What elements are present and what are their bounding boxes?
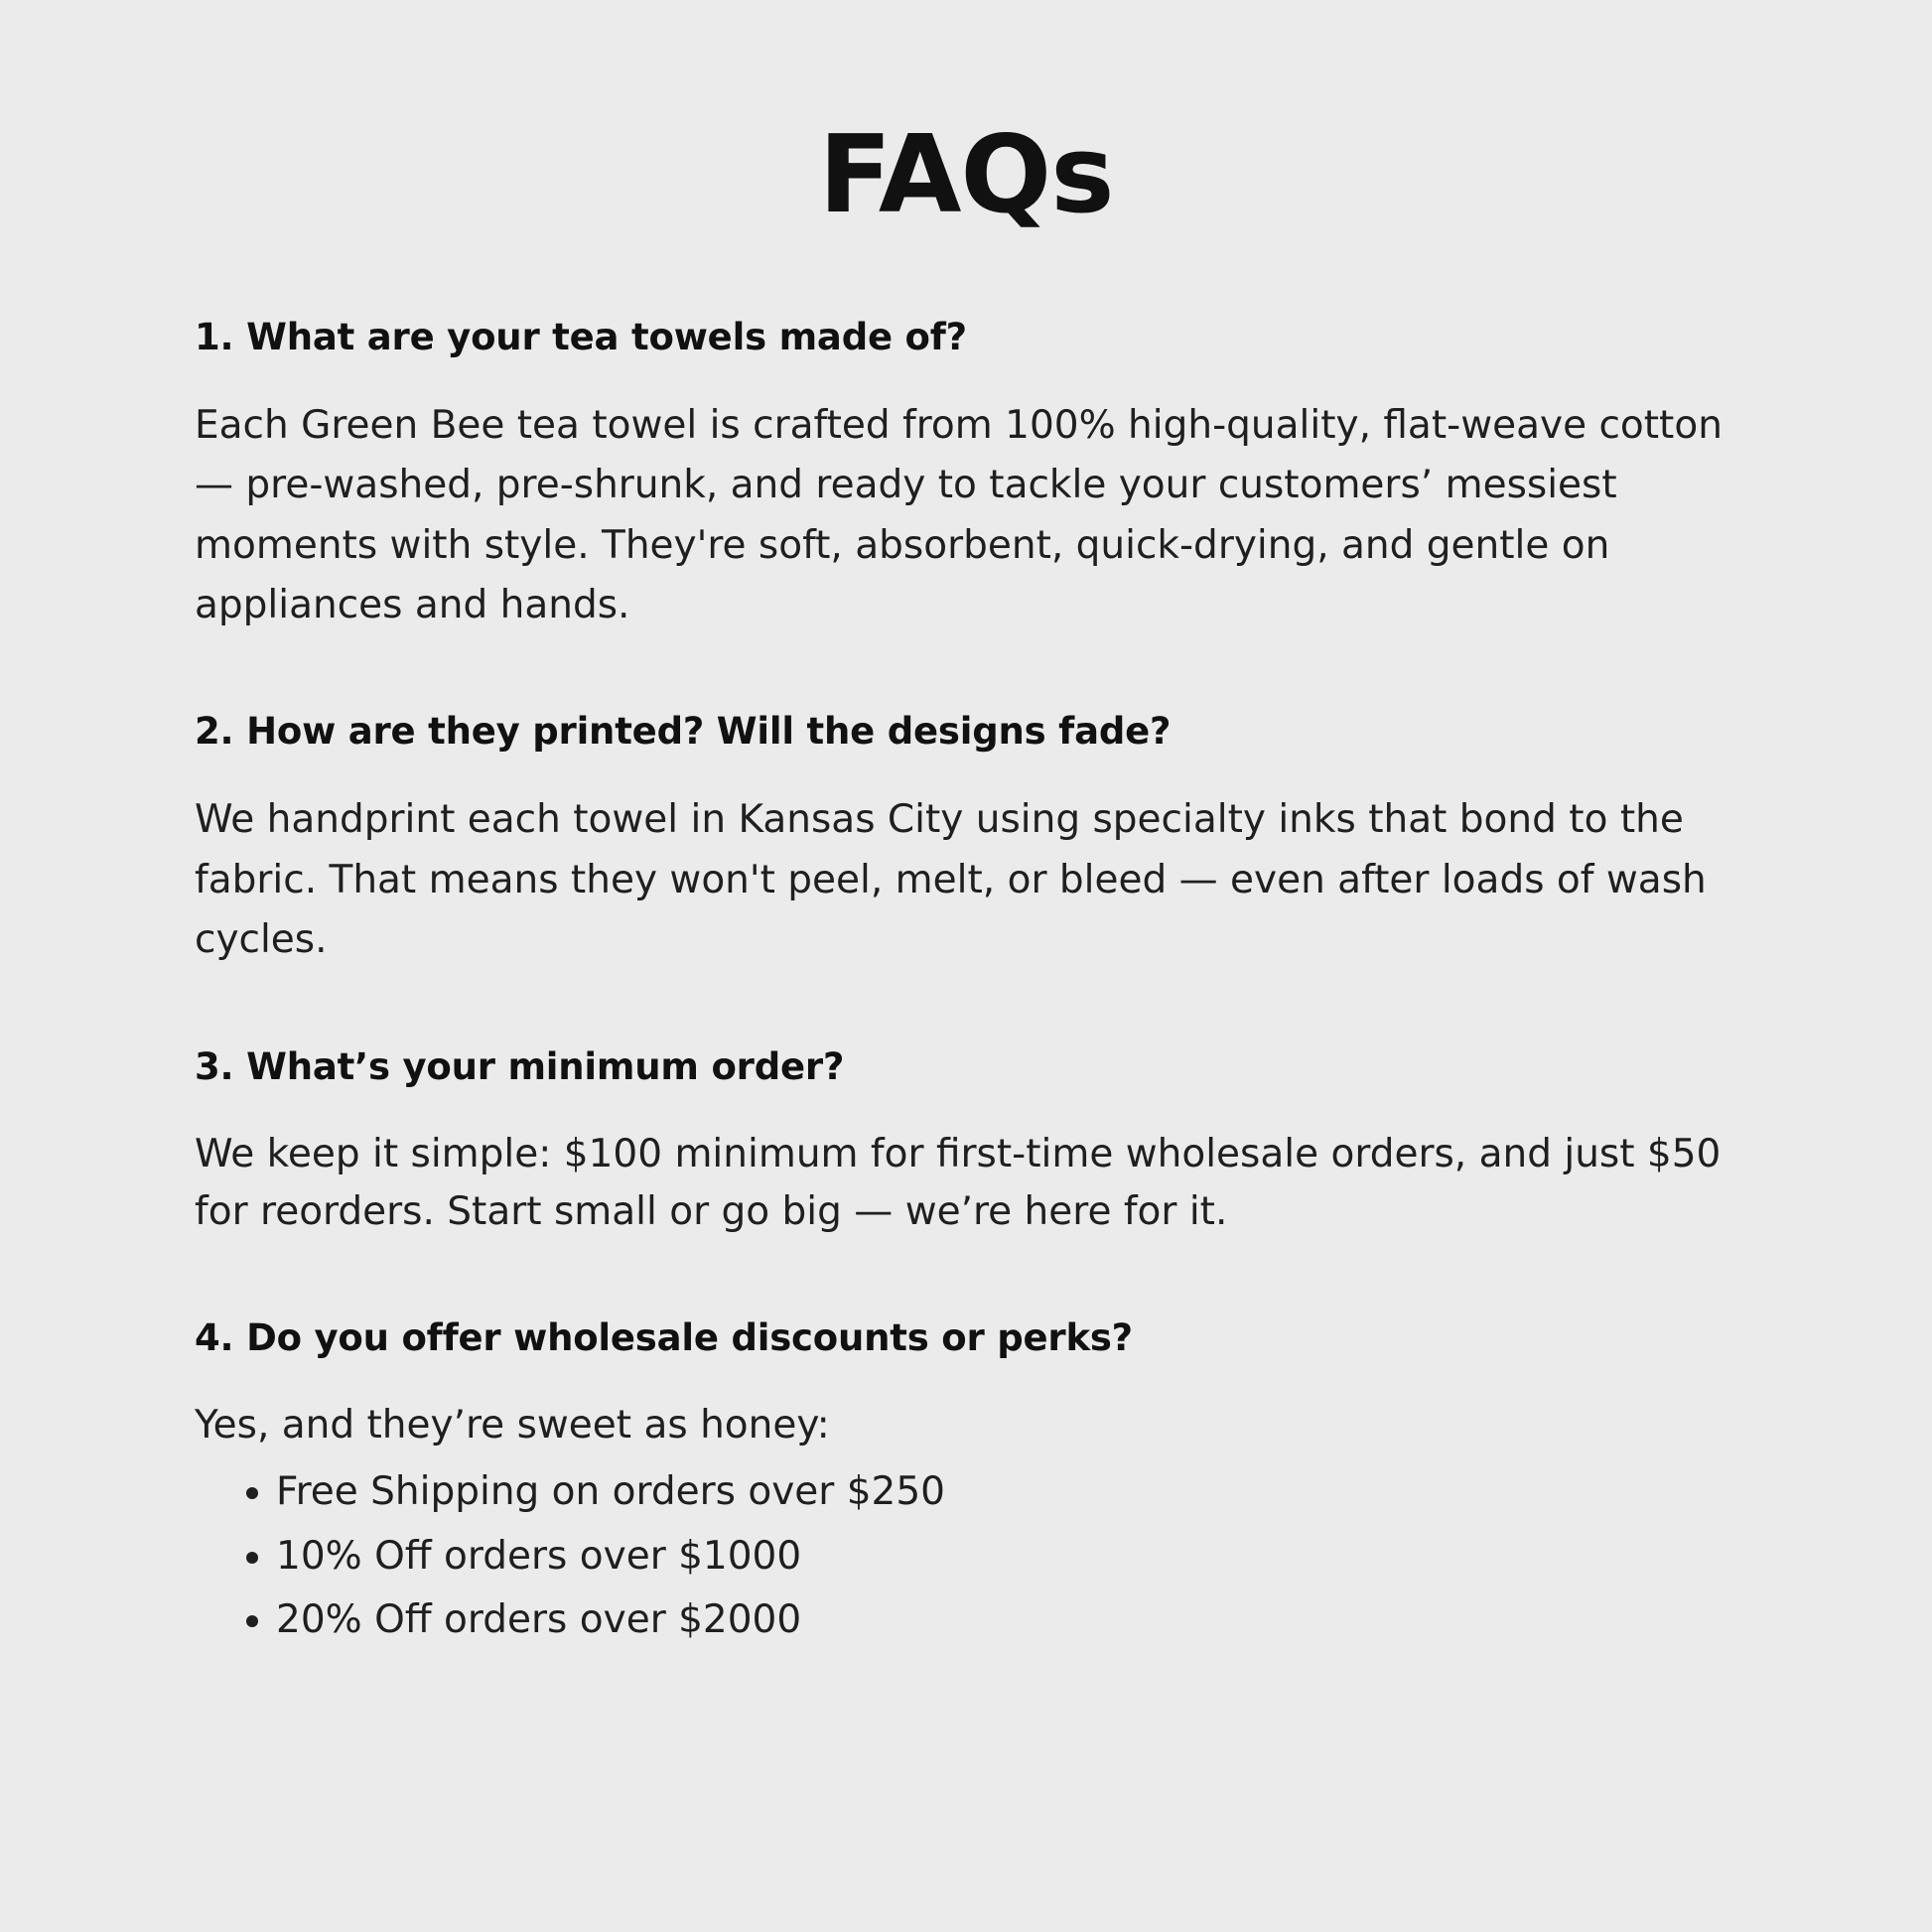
faq-list bbox=[195, 313, 1737, 1649]
faq-answer: We keep it simple: $100 minimum for first-time wholesale orders, and just $50 for reorders. Start small or go big — we’re here for it. bbox=[195, 1131, 1722, 1235]
page-title: FAQs bbox=[818, 113, 1114, 237]
faq-answer: Each Green Bee tea towel is crafted from 100% high-quality, flat-weave cotton — pre-washed, pre-shrunk, and ready to tackle your customers’ messiest moments with style. They're soft, absorbent, quick-drying, and gentle on appliances and hands. bbox=[195, 402, 1723, 628]
list-item: • 20% Off orders over $2000 bbox=[276, 1592, 1737, 1649]
perks-list bbox=[195, 1464, 1737, 1649]
faq-question: 1. What are your tea towels made of? bbox=[195, 315, 967, 358]
faq-answer: Yes, and they’re sweet as honey: bbox=[195, 1402, 830, 1448]
faq-item bbox=[195, 1042, 1737, 1242]
faq-question: 3. What’s your minimum order? bbox=[195, 1044, 845, 1088]
faq-item bbox=[195, 313, 1737, 636]
faq-item bbox=[195, 707, 1737, 970]
list-item: • 10% Off orders over $1000 bbox=[276, 1529, 1737, 1586]
list-item: • Free Shipping on orders over $250 bbox=[276, 1464, 1737, 1521]
faq-item bbox=[195, 1313, 1737, 1649]
faq-answer: We handprint each towel in Kansas City using specialty inks that bond to the fabric. That means they won't peel, melt, or bleed — even after loads of wash cycles. bbox=[195, 797, 1707, 963]
faq-question: 4. Do you offer wholesale discounts or perks? bbox=[195, 1315, 1133, 1359]
faq-question: 2. How are they printed? Will the designs fade? bbox=[195, 710, 1172, 754]
